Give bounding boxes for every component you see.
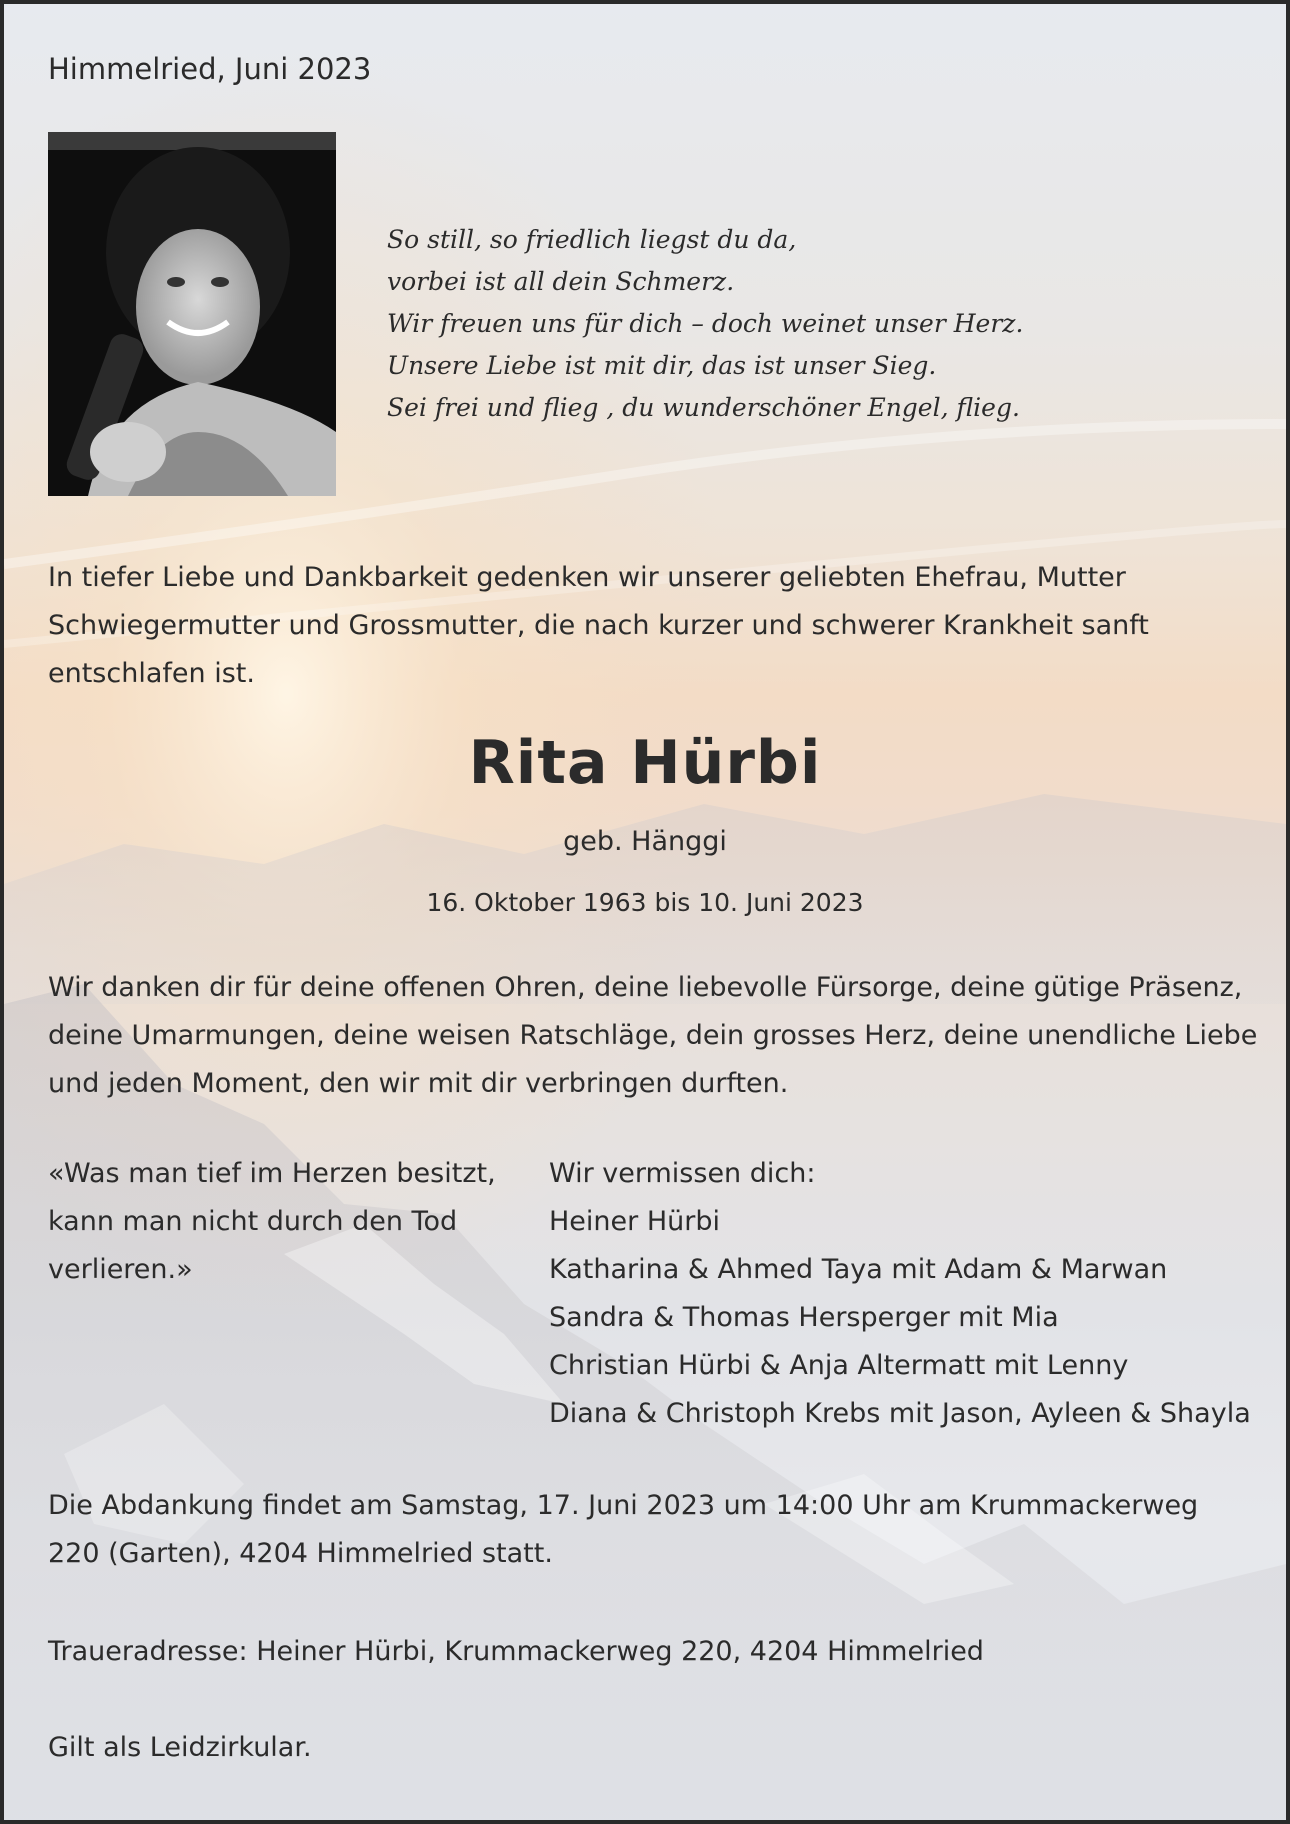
place-date: Himmelried, Juni 2023 xyxy=(48,52,372,86)
circular-note: Gilt als Leidzirkular. xyxy=(48,1732,312,1763)
family-member: Katharina & Ahmed Taya mit Adam & Marwan xyxy=(549,1254,1168,1285)
poem-line: Sei frei und flieg , du wunderschöner Engel, flieg. xyxy=(387,393,1020,422)
poem-line: vorbei ist all dein Schmerz. xyxy=(387,267,735,296)
mourning-address: Traueradresse: Heiner Hürbi, Krummackerweg 220, 4204 Himmelried xyxy=(48,1636,984,1667)
portrait-image xyxy=(48,132,336,496)
quote-text: «Was man tief im Herzen besitzt, kann man nicht durch den Tod verlieren.» xyxy=(48,1158,496,1285)
intro-text: In tiefer Liebe und Dankbarkeit gedenken wir unserer geliebten Ehefrau, Mutter Schwiegermutter und Grossmutter, die nach kurzer und schwerer Krankheit sanft entschlafen ist. xyxy=(48,562,1149,689)
funeral-info: Die Abdankung findet am Samstag, 17. Juni 2023 um 14:00 Uhr am Krummackerweg 220 (Garten), 4204 Himmelried statt. xyxy=(48,1490,1199,1569)
thanks-text: Wir danken dir für deine offenen Ohren, deine liebevolle Fürsorge, deine gütige Präsenz, deine Umarmungen, deine weisen Ratschläge, dein grosses Herz, deine unendliche Liebe und jeden Moment, den wir mit dir verbringen durften. xyxy=(48,972,1258,1099)
poem xyxy=(387,219,1023,429)
family-member: Sandra & Thomas Hersperger mit Mia xyxy=(549,1302,1059,1333)
family-member: Christian Hürbi & Anja Altermatt mit Lenny xyxy=(549,1350,1129,1381)
poem-line: Wir freuen uns für dich – doch weinet unser Herz. xyxy=(387,309,1024,338)
poem-line: Unsere Liebe ist mit dir, das ist unser Sieg. xyxy=(387,351,937,380)
maiden-name: geb. Hänggi xyxy=(563,826,727,857)
obituary-content xyxy=(4,4,1286,1820)
family-heading: Wir vermissen dich: xyxy=(549,1158,816,1189)
family-list xyxy=(549,1150,1251,1438)
life-dates: 16. Oktober 1963 bis 10. Juni 2023 xyxy=(426,888,864,917)
family-member: Diana & Christoph Krebs mit Jason, Ayleen & Shayla xyxy=(549,1398,1251,1429)
poem-line: So still, so friedlich liegst du da, xyxy=(387,225,797,254)
obituary-card xyxy=(4,4,1286,1820)
portrait-photo xyxy=(48,132,336,496)
deceased-name: Rita Hürbi xyxy=(468,728,822,798)
family-member: Heiner Hürbi xyxy=(549,1206,720,1237)
